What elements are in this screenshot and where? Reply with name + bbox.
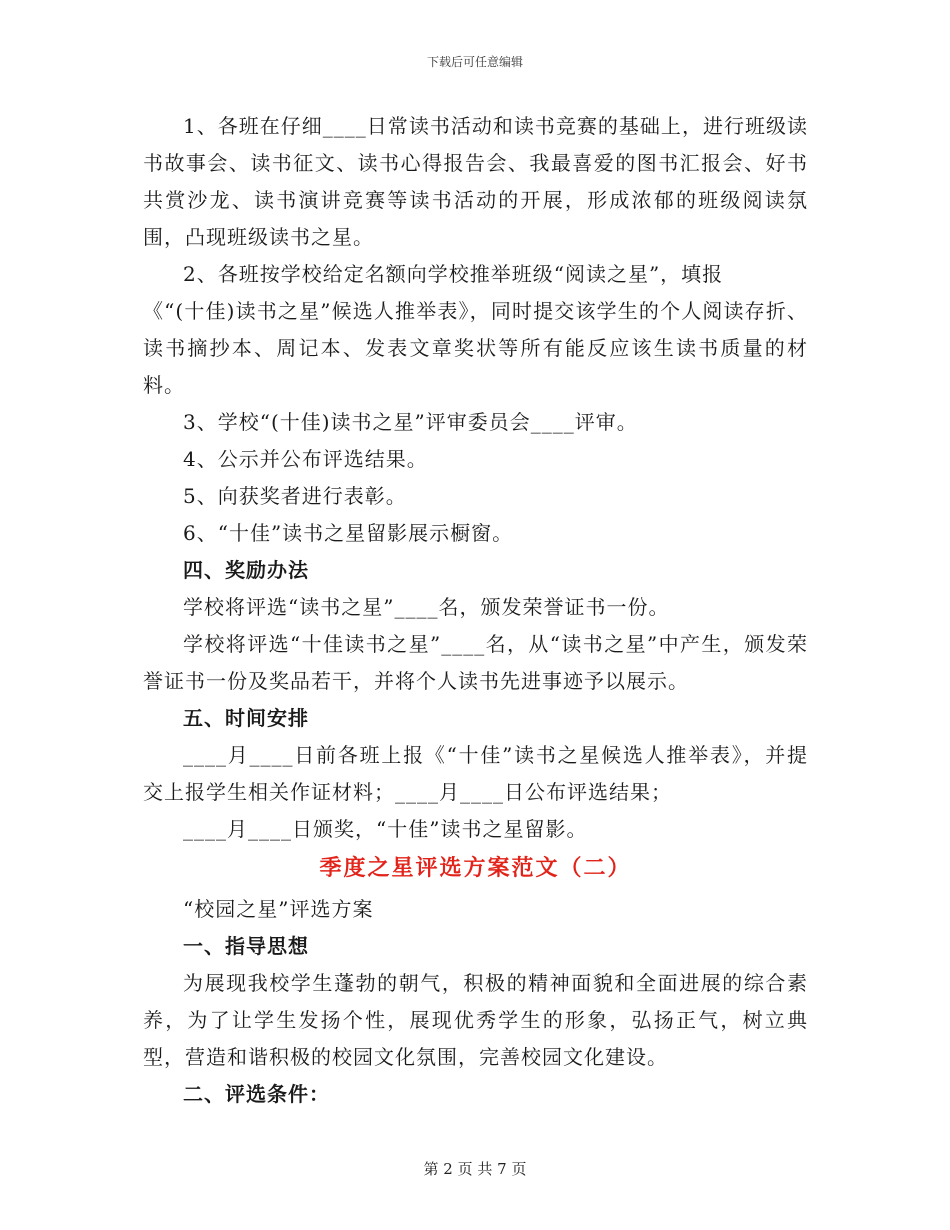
paragraph-item-2-line-2: 《“(十佳)读书之星”候选人推举表》，同时提交该学生的个人阅读存折、读书摘抄本、周记本、发表文章奖状等所有能反应该生读书质量的材料。 bbox=[143, 299, 808, 397]
paragraph-item-4: 4、公示并公布评选结果。 bbox=[183, 447, 428, 471]
paragraph-item-6: 6、“十佳”读书之星留影展示橱窗。 bbox=[183, 521, 514, 545]
paragraph-reward-2: 学校将评选“十佳读书之星”____名，从“读书之星”中产生，颁发荣誉证书一份及奖品若干，并将个人读书先进事迹予以展示。 bbox=[143, 632, 808, 693]
paragraph-item-1: 1、各班在仔细____日常读书活动和读书竞赛的基础上，进行班级读书故事会、读书征文、读书心得报告会、我最喜爱的图书汇报会、好书共赏沙龙、读书演讲竞赛等读书活动的开展，形成浓郁的班级阅读氛围，凸现班级读书之星。 bbox=[143, 114, 808, 249]
section-heading-rewards: 四、奖励办法 bbox=[183, 558, 309, 582]
page-footer: 第 2 页 共 7 页 bbox=[423, 1160, 527, 1178]
paragraph-item-2-line-1: 2、各班按学校给定名额向学校推举班级“阅读之星”，填报 bbox=[183, 262, 724, 286]
document-title: 季度之星评选方案范文（二） bbox=[319, 855, 632, 881]
paragraph-item-5: 5、向获奖者进行表彰。 bbox=[183, 484, 407, 508]
paragraph-guiding-ideology: 为展现我校学生蓬勃的朝气，积极的精神面貌和全面进展的综合素养，为了让学生发扬个性，展现优秀学生的形象，弘扬正气，树立典型，营造和谐积极的校园文化氛围，完善校园文化建设。 bbox=[143, 971, 808, 1069]
paragraph-reward-1: 学校将评选“读书之星”____名，颁发荣誉证书一份。 bbox=[183, 595, 670, 619]
paragraph-schedule-1: ____月____日前各班上报《“十佳”读书之星候选人推举表》，并提交上报学生相关作证材料；____月____日公布评选结果； bbox=[143, 743, 808, 804]
page-header: 下载后可任意编辑 bbox=[426, 55, 523, 69]
document-subtitle: “校园之星”评选方案 bbox=[183, 897, 374, 921]
paragraph-schedule-2: ____月____日颁奖，“十佳”读书之星留影。 bbox=[183, 817, 588, 841]
document-body bbox=[143, 108, 808, 1113]
section-heading-criteria: 二、评选条件： bbox=[183, 1082, 330, 1106]
section-heading-guiding-ideology: 一、指导思想 bbox=[183, 934, 309, 958]
section-heading-schedule: 五、时间安排 bbox=[183, 706, 309, 730]
paragraph-item-3: 3、学校“(十佳)读书之星”评审委员会____评审。 bbox=[183, 410, 638, 434]
